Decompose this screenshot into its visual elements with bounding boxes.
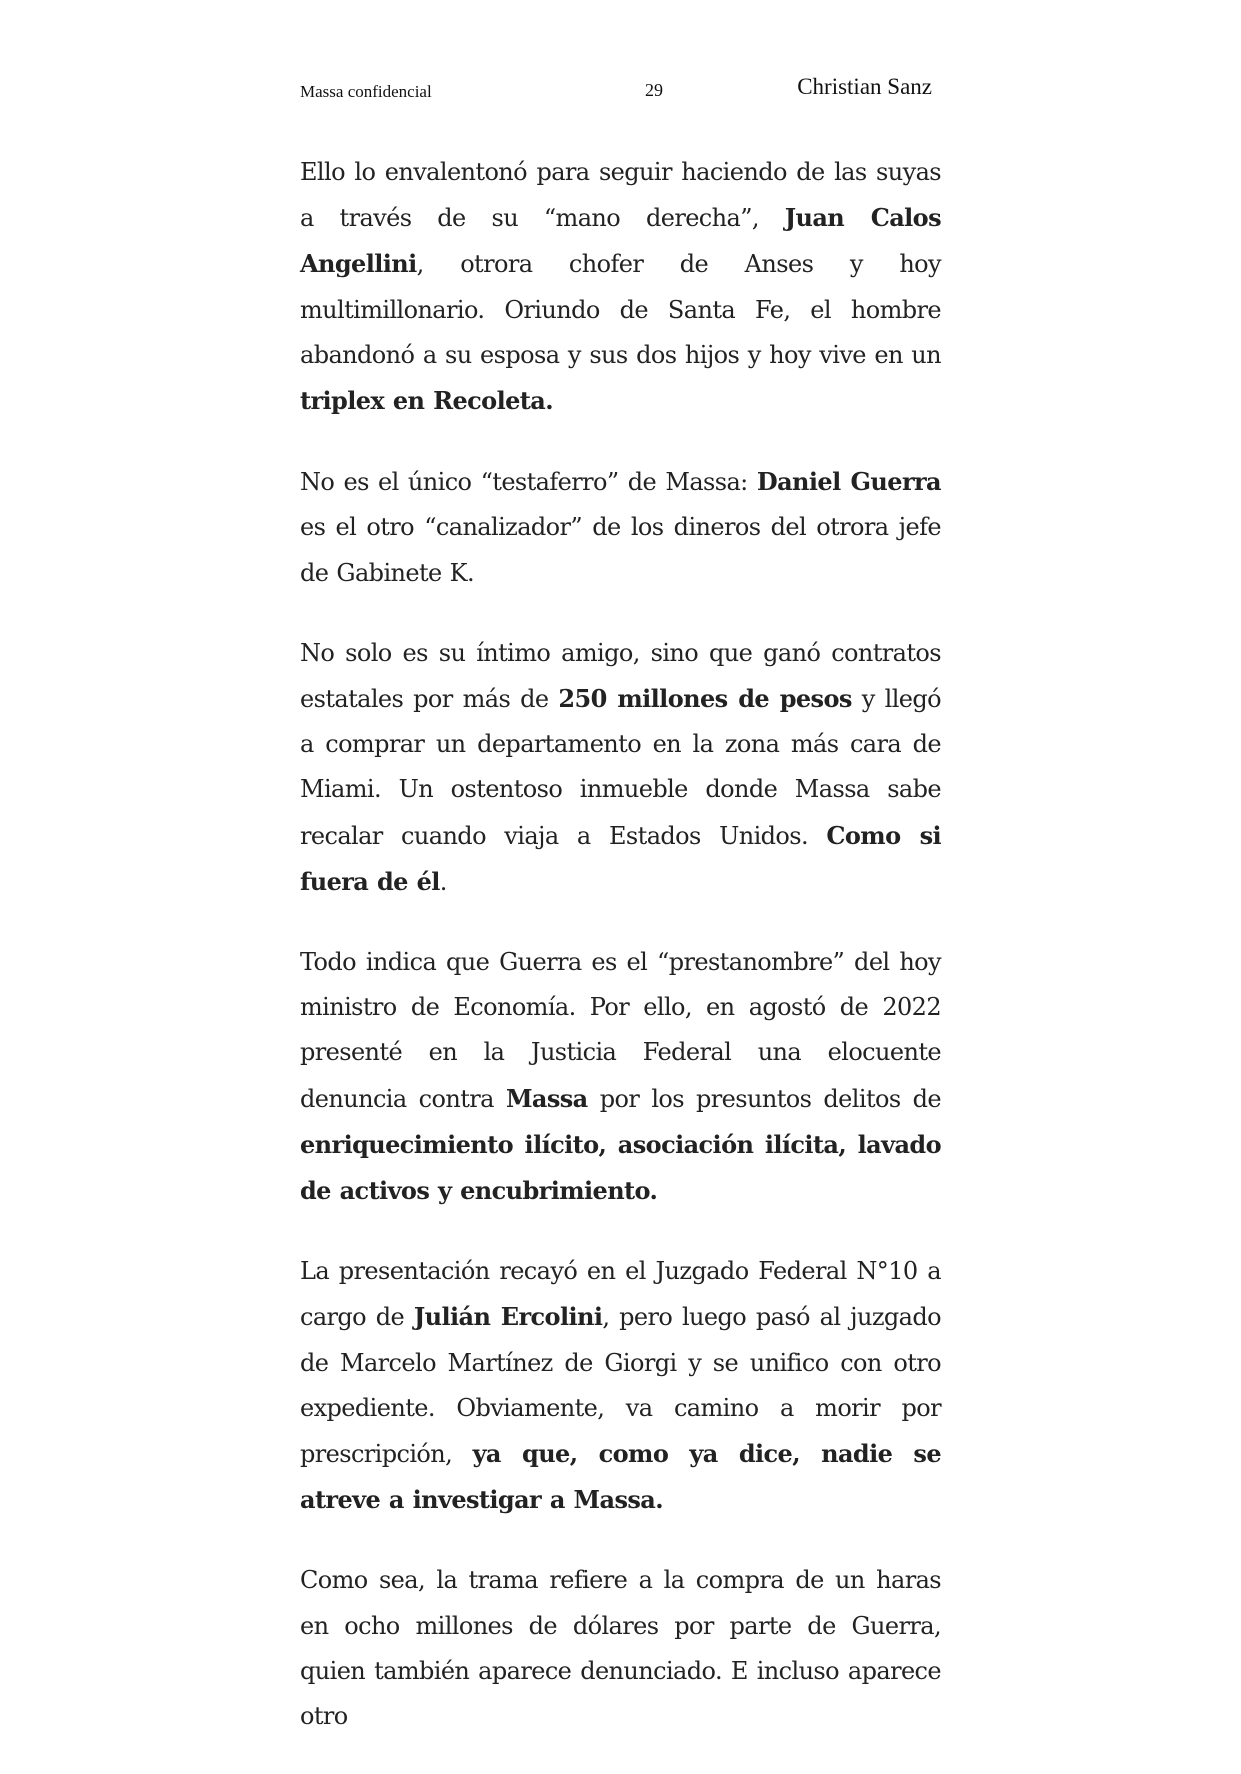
paragraph-5 <box>300 1249 941 1523</box>
paragraph-3 <box>300 631 941 905</box>
bold-name: Daniel Guerra <box>756 467 941 497</box>
paragraph-4 <box>300 940 941 1214</box>
text-run: . <box>439 867 447 896</box>
body-text <box>300 150 941 1774</box>
bold-phrase: 250 millones de pesos <box>558 684 852 714</box>
text-run: La presentación recayó en el Juzgado Federal N°10 a cargo de <box>300 1257 941 1332</box>
text-run: Todo indica que Guerra es el “prestanombre” del hoy ministro de Economía. Por ello, en agostó de 2022 presenté en la Justicia Federal una elocuente denuncia contra <box>300 948 941 1113</box>
author-name: Christian Sanz <box>797 74 932 99</box>
bold-phrase: triplex en Recoleta. <box>300 386 553 416</box>
text-run: es el otro “canalizador” de los dineros del otrora jefe de Gabinete K. <box>300 513 941 587</box>
text-run: , otrora chofer de Anses y hoy multimillonario. Oriundo de Santa Fe, el hombre abandonó a su esposa y sus dos hijos y hoy vive en un <box>300 250 941 369</box>
bold-name: Julián Ercolini <box>413 1302 603 1332</box>
paragraph-6 <box>300 1558 941 1739</box>
bold-phrase: ya que, como ya dice, nadie se atreve a investigar a Massa. <box>300 1439 941 1515</box>
paragraph-1 <box>300 150 941 424</box>
text-run: , pero luego pasó al juzgado de Marcelo Martínez de Giorgi y se unifico con otro expediente. Obviamente, va camino a morir por prescripción, <box>300 1303 941 1469</box>
bold-phrase: Como si fuera de él <box>300 820 942 896</box>
bold-phrase: enriquecimiento ilícito, asociación ilícita, lavado de activos y encubrimiento. <box>300 1129 941 1206</box>
bold-name: Massa <box>505 1083 588 1113</box>
text-run: Como sea, la trama refiere a la compra de un haras en ocho millones de dólares por parte de Guerra, quien también aparece denunciado. E incluso aparece otro <box>300 1566 941 1731</box>
text-run: por los presuntos delitos de <box>587 1084 942 1113</box>
text-run: Ello lo envalentonó para seguir haciendo de las suyas a través de su “mano derecha”, <box>300 158 941 233</box>
text-run: No solo es su íntimo amigo, sino que ganó contratos estatales por más de <box>300 638 941 714</box>
page-header <box>300 74 932 104</box>
paragraph-2 <box>300 459 941 596</box>
page-number: 29 <box>645 80 663 100</box>
text-run: No es el único “testaferro” de Massa: <box>300 468 757 497</box>
text-run: y llegó a comprar un departamento en la zona más cara de Miami. Un ostentoso inmueble donde Massa sabe recalar cuando viaja a Estados Unidos. <box>300 685 941 850</box>
book-title: Massa confidencial <box>300 82 432 101</box>
bold-name: Juan Calos Angellini <box>300 203 942 279</box>
